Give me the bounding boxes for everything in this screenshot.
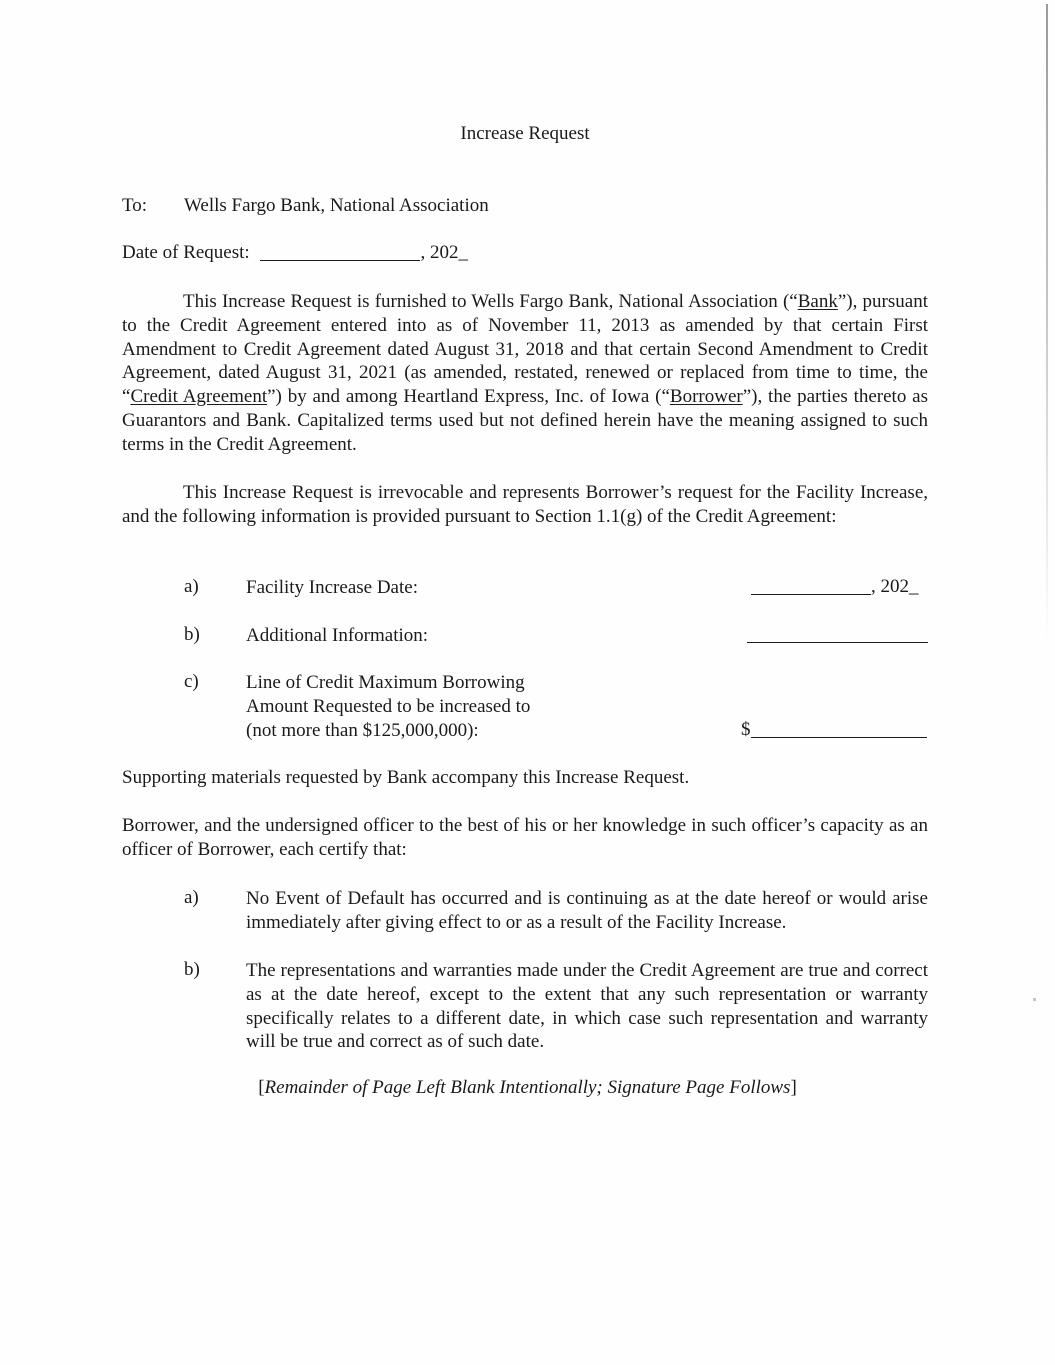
intro-text-2: ”), pursuant to the Credit Agreement entered into as of November 11, 2013 as amended by that certain First Amendment to Credit Agreement dated August 31, 2018 and that certain Second Amendment to Credit Agreement, dated August 31, 2021 (as amended, restated, renewed or replaced from time to time, the “ [122, 291, 928, 408]
certification-letter: b) [184, 959, 200, 980]
close-bracket: ] [790, 1077, 797, 1098]
additional-information-row [747, 624, 928, 646]
certification-text: No Event of Default has occurred and is continuing as at the date hereof or would arise immediately after giving effect to or as a result of the Facility Increase. [246, 888, 928, 933]
item-letter: b) [184, 624, 200, 645]
item-label-line-3: (not more than $125,000,000): [246, 720, 479, 741]
date-of-request-label: Date of Request: [122, 242, 250, 263]
recipient-name: Wells Fargo Bank, National Association [184, 195, 489, 216]
max-borrowing-amount-field[interactable] [751, 736, 927, 738]
certification-letter: a) [184, 887, 199, 908]
date-of-request-field[interactable] [260, 259, 420, 261]
intro-text-3: ”) by and among Heartland Express, Inc. of Iowa (“ [267, 386, 670, 408]
irrevocable-text: This Increase Request is irrevocable and represents Borrower’s request for the Facility Increase, and the following information is provided pursuant to Section 1.1(g) of the Credit Agreement: [122, 482, 928, 527]
item-letter: a) [184, 576, 199, 597]
date-of-request-year: , 202_ [420, 242, 468, 263]
defined-term-bank: Bank [797, 291, 838, 312]
irrevocable-paragraph [122, 481, 928, 529]
certification-intro-paragraph: Borrower, and the undersigned officer to the best of his or her knowledge in such officer’s capacity as an officer of Borrower, each certify that: [122, 815, 928, 860]
intro-text-4: ”), the parties thereto as Guarantors and Bank. Capitalized terms used but not defined herein have the meaning assigned to such terms in the Credit Agreement. [122, 386, 928, 455]
intro-text-1: This Increase Request is furnished to Wells Fargo Bank, National Association (“ [183, 291, 798, 312]
remainder-blank-note [0, 1077, 1055, 1099]
to-label: To: [122, 195, 148, 216]
item-label-line-2: Amount Requested to be increased to [246, 696, 531, 717]
certification-text: The representations and warranties made under the Credit Agreement are true and correct as at the date hereof, except to the extent that any such representation or warranty specifically relates to a different date, in which case such representation and warranty will be true and correct as of such date. [246, 960, 928, 1053]
open-bracket: [ [258, 1077, 265, 1098]
facility-increase-date-year: , 202_ [871, 576, 919, 597]
dollar-sign: $ [741, 719, 751, 740]
defined-term-borrower: Borrower [669, 386, 743, 408]
date-of-request-row [122, 242, 468, 264]
facility-increase-date-field[interactable] [751, 593, 871, 595]
item-label: Additional Information: [246, 625, 429, 646]
scan-edge-line [1046, 4, 1048, 644]
item-label-line-1: Line of Credit Maximum Borrowing [246, 672, 525, 693]
remainder-blank-text: Remainder of Page Left Blank Intentionally; Signature Page Follows [264, 1077, 791, 1098]
item-letter: c) [184, 671, 199, 692]
additional-information-field[interactable] [747, 641, 928, 643]
intro-paragraph [122, 290, 928, 457]
supporting-materials-paragraph: Supporting materials requested by Bank accompany this Increase Request. [122, 767, 690, 788]
item-label: Facility Increase Date: [246, 577, 418, 598]
document-title: Increase Request [460, 123, 590, 144]
max-borrowing-amount-row [741, 719, 927, 741]
defined-term-credit-agreement: Credit Agreement [130, 386, 268, 408]
facility-increase-date-row [751, 576, 919, 598]
scan-speck [1033, 998, 1036, 1001]
